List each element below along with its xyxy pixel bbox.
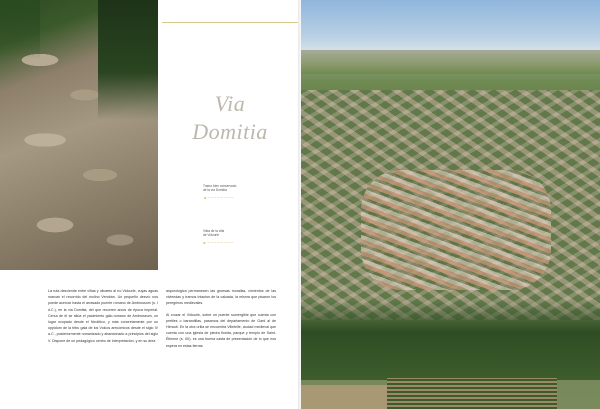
- title-line-2: Domitia: [192, 119, 268, 144]
- aerial-vineyard: [387, 378, 557, 409]
- aerial-field: [301, 385, 387, 409]
- aerial-town-center: [361, 170, 551, 290]
- body-paragraph: Al cruzar el Vidourle, sobre un puente sumergible que cuenta con pretiles o barandillas, pasamos del departamento de Gard al de Hérault. En la otra orilla se encuentra Villetelle, ciudad medieval que cuenta con una iglesia de piedra florida, parque y templo de Saint-Étienne (s. XII), es una buena casta de presentación de lo que nos espera en estas tierras.: [166, 312, 276, 348]
- caption-road: [203, 184, 263, 200]
- caption-village: [203, 229, 263, 245]
- aerial-sky: [301, 0, 600, 52]
- chapter-title: [160, 90, 300, 146]
- body-column-1: [48, 288, 158, 349]
- title-line-1: Via: [214, 91, 246, 116]
- roman-road-photo: [0, 0, 158, 270]
- caption-road-line-1: Tramo bien conservado: [203, 184, 237, 188]
- caption-village-arrow-icon: ► ─ ─ ─ ─ ─ ─ ─ ─: [203, 240, 234, 245]
- title-rule: [162, 22, 298, 23]
- caption-road-line-2: de la vía Domitia: [203, 188, 227, 193]
- body-paragraph: arqueológica permanecen las gruesas murallas, cimientos de las viviendas y tramos intactos de la calzada, la misma que pisaron los peregrinos medievales.: [166, 289, 276, 306]
- body-column-2: [166, 288, 276, 354]
- aerial-horizon: [301, 50, 600, 74]
- caption-village-line-2: de Vidourle: [203, 233, 220, 238]
- aerial-village-photo: [301, 0, 600, 409]
- road-trees-right: [98, 0, 158, 120]
- caption-village-line-1: Vista de la villa: [203, 229, 225, 233]
- aerial-woods: [301, 300, 600, 380]
- caption-road-arrow-icon: ◄ ─ ─ ─ ─ ─ ─ ─ ─: [203, 195, 234, 200]
- body-paragraph: La ruta desciende entre viñas y olivares al río Vidourle, cuyas aguas marcan el recorrido del molino Vendrán. Un pequeño desvío nos puede acercar hasta el arrasado puente romano de Ambrussum (s. I d.C.), en la vía Domitia, del que recorren arcos de época imperial. Cerca de él se sitúa el yacimiento galo-romano de Ambrussum, un lugar ocupado desde el Neolítico, y más concretamente por un oppidum de la tribu gala de los Volcos arecómicos desde el siglo IV a.C., posteriormente romanizado y abandonado a principios del siglo V. Dispone de un pedagógico centro de interpretación, y en su área: [48, 289, 158, 343]
- road-trees-left: [0, 0, 40, 60]
